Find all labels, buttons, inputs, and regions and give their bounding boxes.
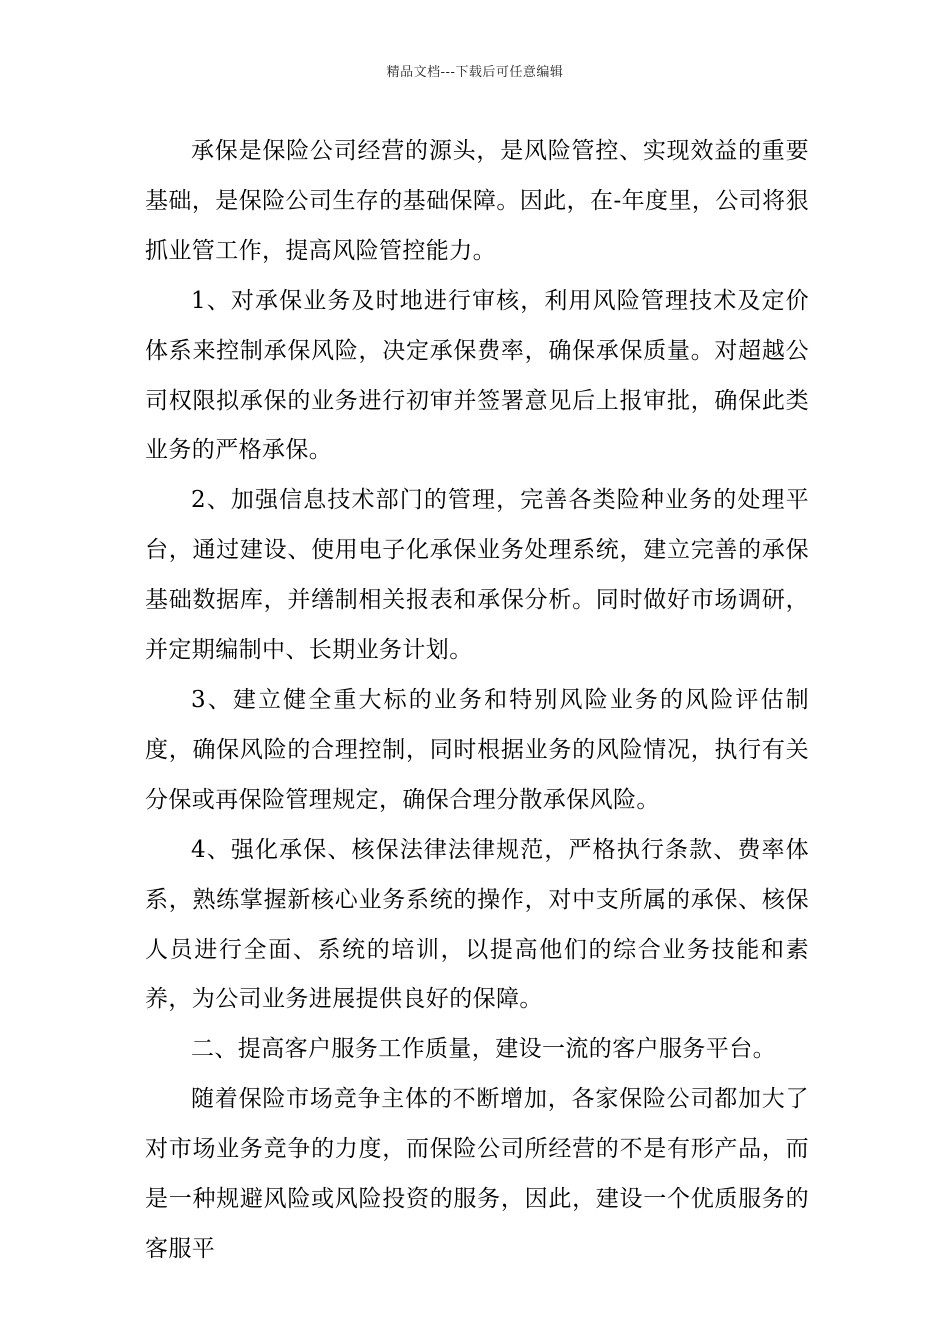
- section-heading-2: 二、提高客户服务工作质量，建设一流的客户服务平台。: [191, 1036, 776, 1063]
- paragraph-item-4: 4、强化承保、核保法律法律规范，严格执行条款、费率体系，熟练掌握新核心业务系统的操作，对中支所属的承保、核保人员进行全面、系统的培训，以提高他们的综合业务技能和素养，为公司业务进展提供良好的保障。: [145, 836, 809, 1013]
- paragraph-item-2: 2、加强信息技术部门的管理，完善各类险种业务的处理平台，通过建设、使用电子化承保业务处理系统，建立完善的承保基础数据库，并缮制相关报表和承保分析。同时做好市场调研，并定期编制中、长期业务计划。: [145, 487, 809, 664]
- page-header: 精品文档---下载后可任意编辑: [386, 65, 564, 80]
- document-body: [145, 127, 809, 1275]
- paragraph-item-1: 1、对承保业务及时地进行审核，利用风险管理技术及定价体系来控制承保风险，决定承保费率，确保承保质量。对超越公司权限拟承保的业务进行初审并签署意见后上报审批，确保此类业务的严格承保。: [145, 287, 809, 464]
- paragraph-intro: 承保是保险公司经营的源头，是风险管控、实现效益的重要基础，是保险公司生存的基础保障。因此，在-年度里，公司将狠抓业管工作，提高风险管控能力。: [145, 138, 809, 264]
- paragraph-service: 随着保险市场竞争主体的不断增加，各家保险公司都加大了对市场业务竞争的力度，而保险公司所经营的不是有形产品，而是一种规避风险或风险投资的服务，因此，建设一个优质服务的客服平: [145, 1086, 809, 1262]
- paragraph-item-3: 3、建立健全重大标的业务和特别风险业务的风险评估制度，确保风险的合理控制，同时根据业务的风险情况，执行有关分保或再保险管理规定，确保合理分散承保风险。: [145, 686, 809, 813]
